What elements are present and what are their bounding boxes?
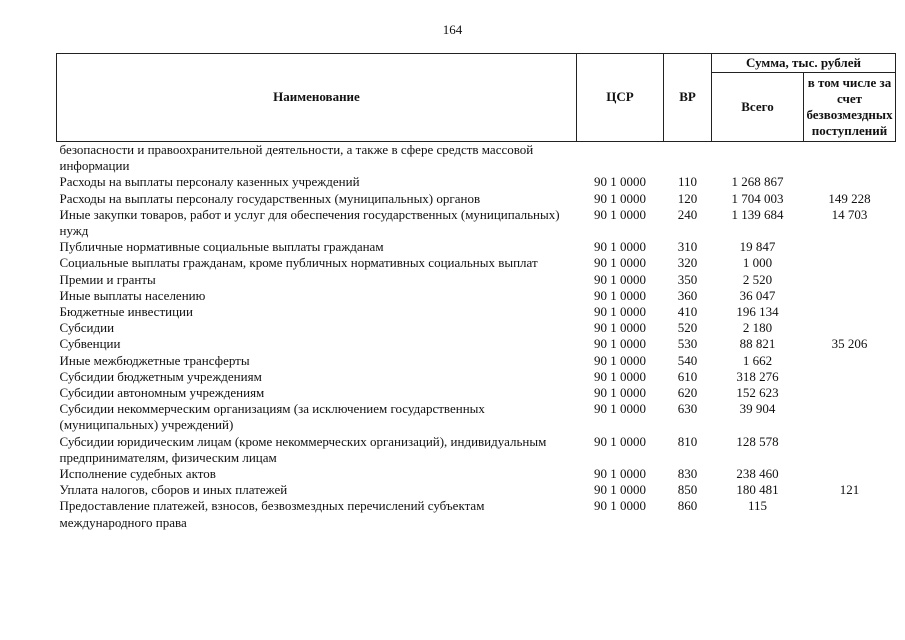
cell-free-receipts bbox=[804, 255, 896, 271]
header-free-receipts: в том числе за счет безвозмездных поступлений bbox=[804, 73, 896, 142]
cell-name: Премии и гранты bbox=[59, 271, 156, 287]
cell-csr: 90 1 0000 bbox=[594, 433, 646, 449]
cell-name: безопасности и правоохранительной деятельности, а также в сфере средств массовой информации bbox=[59, 142, 534, 174]
header-vr: ВР bbox=[664, 54, 712, 142]
cell-total: 88 821 bbox=[739, 336, 776, 352]
cell-vr: 350 bbox=[677, 271, 698, 287]
cell-name: Субсидии bbox=[59, 320, 115, 336]
table-row bbox=[57, 353, 896, 369]
cell-csr: 90 1 0000 bbox=[594, 271, 646, 287]
cell-free-receipts bbox=[804, 498, 896, 530]
cell-vr bbox=[664, 142, 712, 175]
cell-name: Расходы на выплаты персоналу государственных (муниципальных) органов bbox=[59, 190, 481, 206]
cell-free-receipts bbox=[804, 174, 896, 190]
cell-total: 1 268 867 bbox=[731, 174, 784, 190]
cell-name: Субсидии автономным учреждениям bbox=[59, 385, 265, 401]
cell-total: 318 276 bbox=[736, 368, 779, 384]
cell-total: 39 904 bbox=[739, 401, 776, 417]
cell-total: 196 134 bbox=[736, 304, 779, 320]
cell-csr: 90 1 0000 bbox=[594, 401, 646, 417]
cell-name: Предоставление платежей, взносов, безвозмездных перечислений субъектам международного права bbox=[59, 498, 485, 530]
cell-free-receipts: 35 206 bbox=[831, 336, 868, 352]
cell-total: 238 460 bbox=[736, 466, 779, 482]
cell-vr: 850 bbox=[677, 482, 698, 498]
cell-csr: 90 1 0000 bbox=[594, 482, 646, 498]
table-row bbox=[57, 191, 896, 207]
cell-free-receipts bbox=[804, 304, 896, 320]
cell-free-receipts bbox=[804, 320, 896, 336]
cell-csr: 90 1 0000 bbox=[594, 304, 646, 320]
header-total: Всего bbox=[712, 73, 804, 142]
table-row bbox=[57, 142, 896, 175]
cell-total: 2 180 bbox=[742, 320, 773, 336]
cell-name: Публичные нормативные социальные выплаты гражданам bbox=[59, 239, 384, 255]
header-csr: ЦСР bbox=[577, 54, 664, 142]
cell-total: 2 520 bbox=[742, 271, 773, 287]
cell-csr: 90 1 0000 bbox=[594, 174, 646, 190]
cell-total: 36 047 bbox=[739, 287, 776, 303]
cell-vr: 410 bbox=[677, 304, 698, 320]
cell-vr: 860 bbox=[677, 498, 698, 514]
table-row bbox=[57, 401, 896, 433]
cell-csr: 90 1 0000 bbox=[594, 385, 646, 401]
cell-name: Субвенции bbox=[59, 336, 121, 352]
table-row bbox=[57, 255, 896, 271]
cell-name: Бюджетные инвестиции bbox=[59, 304, 193, 320]
cell-vr: 110 bbox=[677, 174, 698, 190]
cell-csr: 90 1 0000 bbox=[594, 466, 646, 482]
cell-name: Уплата налогов, сборов и иных платежей bbox=[59, 482, 288, 498]
cell-free-receipts bbox=[804, 272, 896, 288]
cell-free-receipts bbox=[804, 385, 896, 401]
table-row bbox=[57, 466, 896, 482]
cell-total: 1 662 bbox=[742, 352, 773, 368]
cell-csr: 90 1 0000 bbox=[594, 320, 646, 336]
table-row bbox=[57, 320, 896, 336]
cell-vr: 530 bbox=[677, 336, 698, 352]
cell-vr: 630 bbox=[677, 401, 698, 417]
cell-vr: 610 bbox=[677, 368, 698, 384]
cell-name: Иные межбюджетные трансферты bbox=[59, 352, 250, 368]
cell-total: 152 623 bbox=[736, 385, 779, 401]
cell-vr: 310 bbox=[677, 239, 698, 255]
cell-total: 180 481 bbox=[736, 482, 779, 498]
cell-name: Социальные выплаты гражданам, кроме публичных нормативных социальных выплат bbox=[59, 255, 538, 271]
cell-free-receipts: 14 703 bbox=[831, 206, 868, 222]
cell-total: 128 578 bbox=[736, 433, 779, 449]
cell-total: 1 000 bbox=[742, 255, 773, 271]
cell-csr: 90 1 0000 bbox=[594, 206, 646, 222]
table-row bbox=[57, 482, 896, 498]
table-header bbox=[57, 54, 896, 142]
cell-csr: 90 1 0000 bbox=[594, 239, 646, 255]
table-row bbox=[57, 498, 896, 530]
table-body bbox=[57, 142, 896, 531]
cell-csr: 90 1 0000 bbox=[594, 255, 646, 271]
cell-vr: 520 bbox=[677, 320, 698, 336]
cell-free-receipts bbox=[804, 353, 896, 369]
cell-total: 1 139 684 bbox=[731, 206, 784, 222]
cell-free-receipts: 121 bbox=[839, 482, 860, 498]
header-name: Наименование bbox=[57, 54, 577, 142]
table-row bbox=[57, 369, 896, 385]
cell-csr: 90 1 0000 bbox=[594, 352, 646, 368]
cell-free-receipts bbox=[804, 401, 896, 433]
cell-vr: 120 bbox=[677, 190, 698, 206]
cell-vr: 240 bbox=[677, 206, 698, 222]
cell-csr: 90 1 0000 bbox=[594, 190, 646, 206]
cell-vr: 360 bbox=[677, 287, 698, 303]
cell-vr: 810 bbox=[677, 433, 698, 449]
cell-vr: 320 bbox=[677, 255, 698, 271]
table-row bbox=[57, 304, 896, 320]
cell-csr bbox=[577, 142, 664, 175]
table-row bbox=[57, 288, 896, 304]
cell-name: Субсидии юридическим лицам (кроме некоммерческих организаций), индивидуальным предпринимателям, физическим лицам bbox=[59, 433, 547, 465]
cell-vr: 540 bbox=[677, 352, 698, 368]
cell-csr: 90 1 0000 bbox=[594, 287, 646, 303]
cell-free-receipts bbox=[804, 434, 896, 466]
cell-total: 1 704 003 bbox=[731, 190, 784, 206]
table-row bbox=[57, 385, 896, 401]
table-row bbox=[57, 239, 896, 255]
cell-name: Субсидии некоммерческим организациям (за исключением государственных (муниципальных) учреждений) bbox=[59, 401, 485, 433]
page-number: 164 bbox=[442, 22, 463, 37]
cell-total: 115 bbox=[747, 498, 768, 514]
cell-free-receipts bbox=[804, 142, 896, 175]
cell-csr: 90 1 0000 bbox=[594, 368, 646, 384]
cell-csr: 90 1 0000 bbox=[594, 336, 646, 352]
cell-free-receipts bbox=[804, 239, 896, 255]
cell-total: 19 847 bbox=[739, 239, 776, 255]
cell-name: Исполнение судебных актов bbox=[59, 466, 216, 482]
cell-free-receipts bbox=[804, 369, 896, 385]
cell-total bbox=[712, 142, 804, 175]
cell-name: Субсидии бюджетным учреждениям bbox=[59, 368, 262, 384]
table-row bbox=[57, 174, 896, 190]
cell-free-receipts: 149 228 bbox=[828, 190, 871, 206]
cell-free-receipts bbox=[804, 466, 896, 482]
table-row bbox=[57, 434, 896, 466]
cell-name: Иные закупки товаров, работ и услуг для обеспечения государственных (муниципальных) нужд bbox=[59, 206, 560, 239]
header-sum: Сумма, тыс. рублей bbox=[712, 54, 896, 73]
table-row bbox=[57, 207, 896, 239]
table-row bbox=[57, 272, 896, 288]
table-row bbox=[57, 336, 896, 352]
cell-name: Иные выплаты населению bbox=[59, 287, 206, 303]
cell-name: Расходы на выплаты персоналу казенных учреждений bbox=[59, 174, 360, 190]
cell-csr: 90 1 0000 bbox=[594, 498, 646, 514]
cell-free-receipts bbox=[804, 288, 896, 304]
cell-vr: 830 bbox=[677, 466, 698, 482]
budget-table bbox=[56, 53, 896, 531]
cell-vr: 620 bbox=[677, 385, 698, 401]
